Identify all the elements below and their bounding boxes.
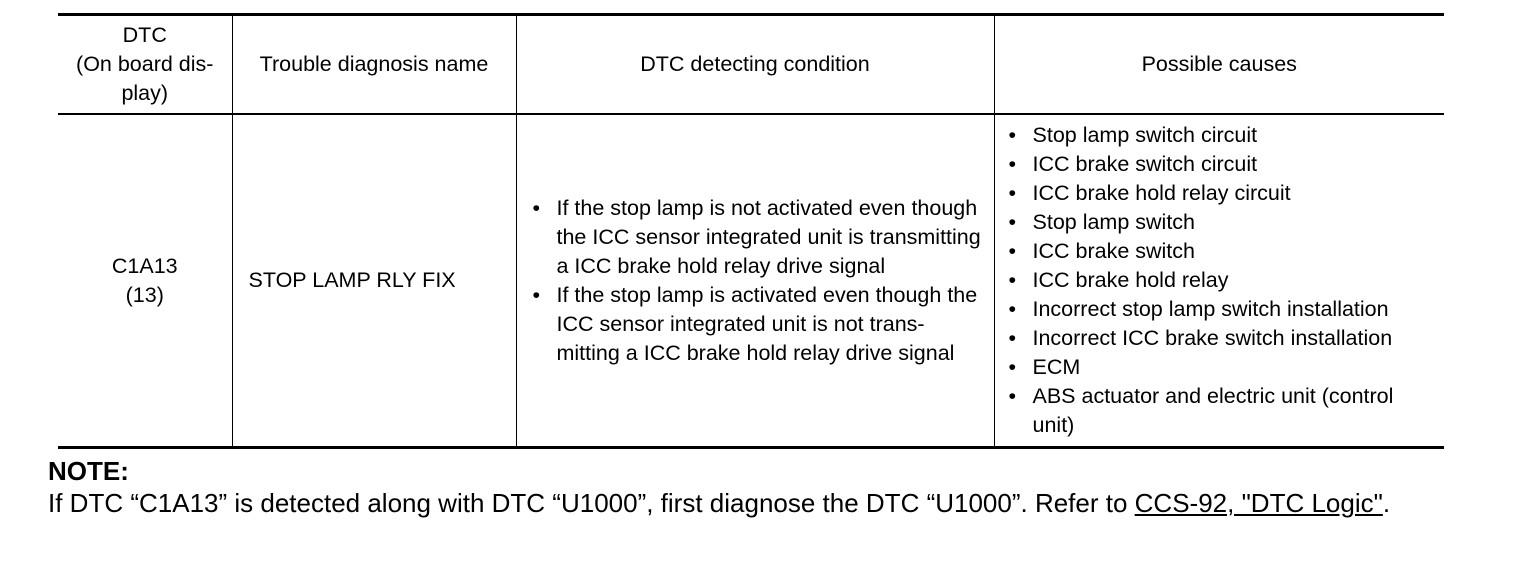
list-item: • ICC brake hold relay — [1009, 266, 1437, 295]
list-item: • ABS actuator and electric unit (control unit) — [1009, 382, 1437, 440]
list-item: • ICC brake switch circuit — [1009, 150, 1437, 179]
list-item: • Stop lamp switch circuit — [1009, 121, 1437, 150]
list-item: • If the stop lamp is activated even though the ICC sensor integrated unit is not trans-mitting a ICC brake hold relay drive signal — [533, 281, 988, 368]
note-suffix: . — [1382, 488, 1391, 518]
header-dtc-line: DTC — [122, 23, 167, 47]
list-item: • Incorrect stop lamp switch installation — [1009, 295, 1437, 324]
table-row — [58, 114, 1444, 448]
possible-causes-cell — [994, 114, 1444, 448]
table-header-row — [58, 15, 1444, 115]
list-item: • ICC brake switch — [1009, 237, 1437, 266]
dtc-code: C1A13 — [111, 253, 178, 278]
list-item: • ECM — [1009, 353, 1437, 382]
list-item: • Stop lamp switch — [1009, 208, 1437, 237]
trouble-diagnosis-name: STOP LAMP RLY FIX — [232, 114, 516, 448]
condition-list — [533, 194, 988, 368]
dtc-cell — [58, 114, 232, 448]
list-item: • ICC brake hold relay circuit — [1009, 179, 1437, 208]
header-possible-causes: Possible causes — [994, 15, 1444, 115]
dtc-logic-link[interactable]: CCS-92, "DTC Logic" — [1134, 488, 1383, 518]
list-item: • Incorrect ICC brake switch installation — [1009, 324, 1437, 353]
header-trouble-diagnosis-name: Trouble diagnosis name — [232, 15, 516, 115]
dtc-display-code: (13) — [125, 282, 164, 307]
note-block — [48, 455, 1468, 519]
dtc-table — [58, 13, 1444, 449]
header-dtc-line: play) — [121, 81, 169, 105]
note-title: NOTE: — [48, 456, 129, 486]
list-item: • If the stop lamp is not activated even though the ICC sensor integrated unit is transmitting a ICC brake hold relay drive signal — [533, 194, 988, 281]
detecting-condition-cell — [516, 114, 994, 448]
header-detecting-condition: DTC detecting condition — [516, 15, 994, 115]
note-text: If DTC “C1A13” is detected along with DTC “U1000”, first diagnose the DTC “U1000”. Refer to — [48, 488, 1135, 518]
causes-list — [1009, 121, 1437, 440]
header-dtc — [58, 15, 232, 115]
header-dtc-line: (On board dis- — [76, 52, 214, 76]
